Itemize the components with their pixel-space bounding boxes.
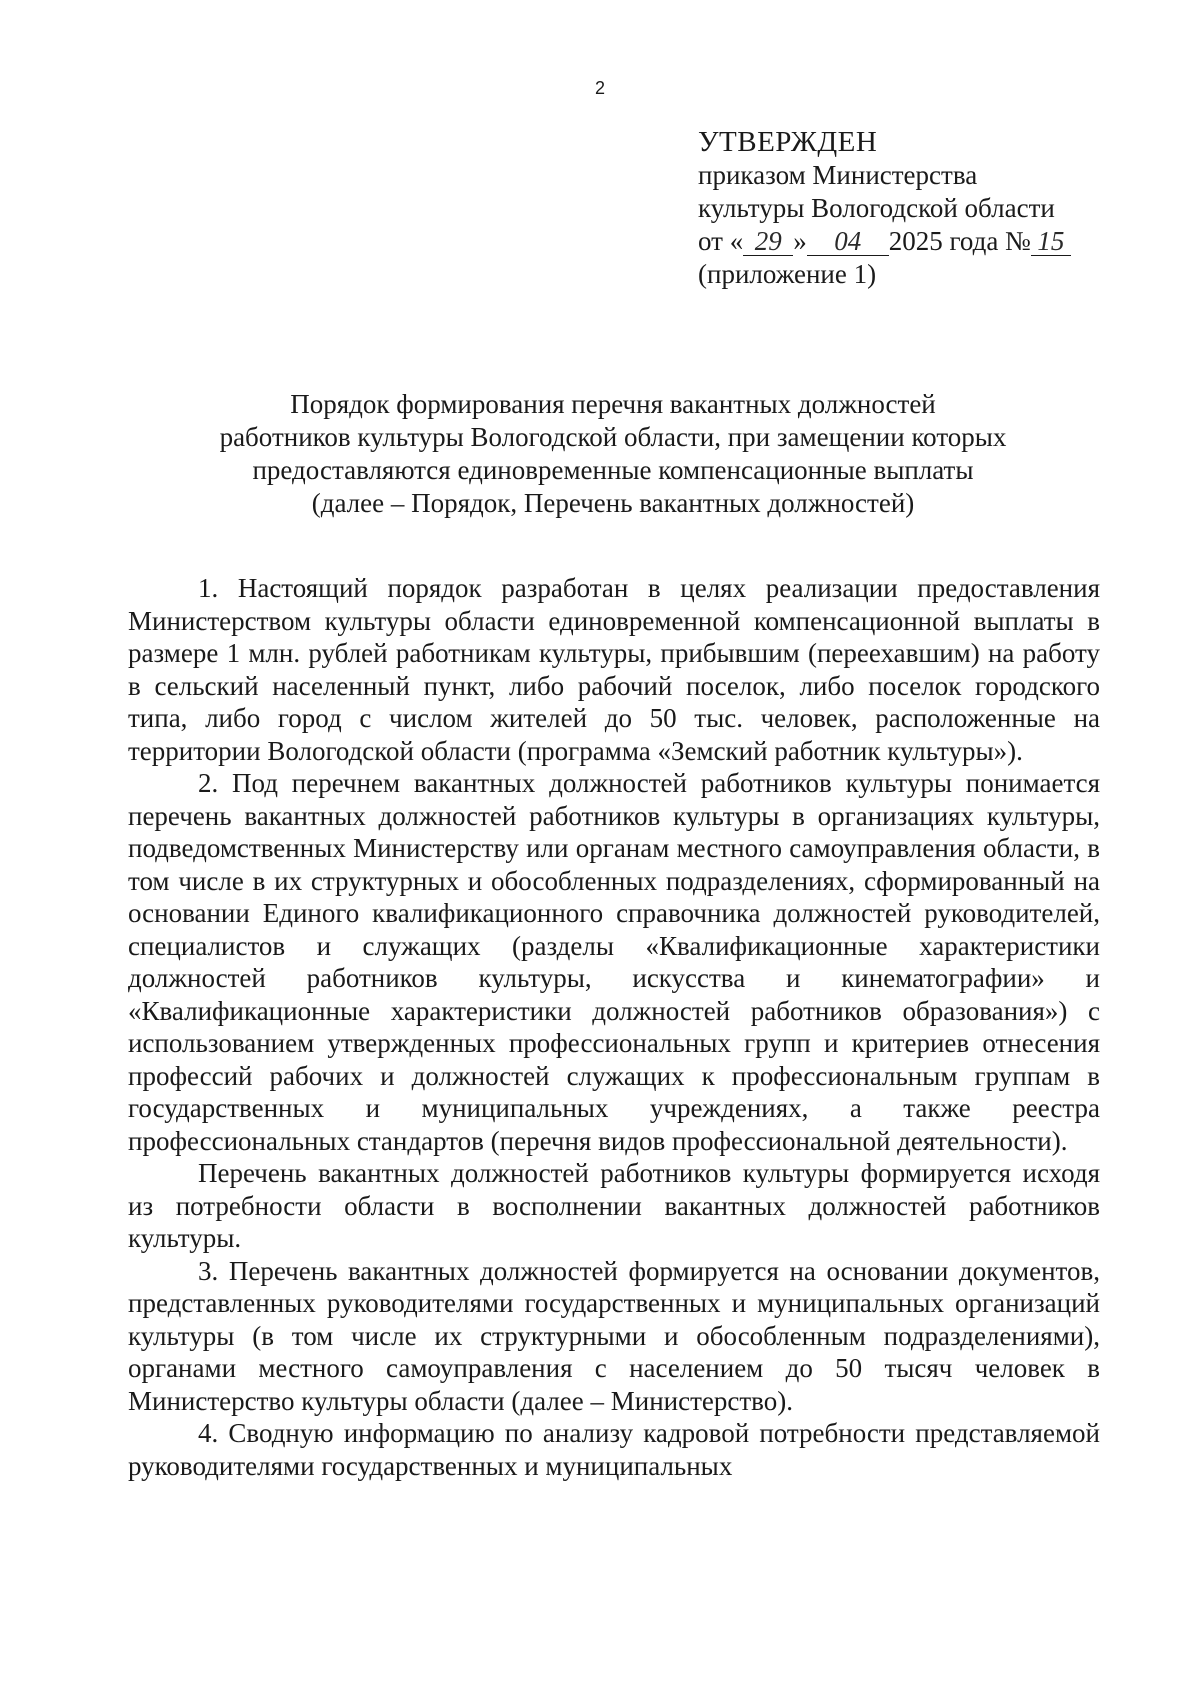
approval-line-2: культуры Вологодской области [698, 193, 1055, 223]
approval-date-line [698, 225, 1158, 258]
approval-block [698, 126, 1158, 291]
page-number: 2 [594, 78, 605, 98]
title-line-2: работников культуры Вологодской области, при замещении которых [219, 422, 1007, 452]
document-body [128, 572, 1100, 1482]
date-day-handwritten: 29 [743, 227, 793, 256]
date-prefix: от « [698, 226, 744, 256]
approval-stamp: УТВЕРЖДЕН [698, 126, 878, 158]
date-year-text: 2025 года № [888, 226, 1031, 256]
title-line-3: предоставляются единовременные компенсационные выплаты [252, 455, 974, 485]
title-line-1: Порядок формирования перечня вакантных должностей [290, 389, 936, 419]
approval-line-1: приказом Министерства [698, 160, 978, 190]
document-title [128, 388, 1098, 520]
paragraph-2: 2. Под перечнем вакантных должностей работников культуры понимается перечень вакантных должностей работников культуры в организациях культуры, подведомственных Министерству или органам местного самоуправления области, в том числе в их структурных и обособленных подразделениях, сформированный на основании Единого квалификационного справочника должностей руководителей, специалистов и служащих (разделы «Квалификационные характеристики должностей работников культуры, искусства и кинематографии» и «Квалификационные характеристики должностей работников образования») с использованием утвержденных профессиональных групп и критериев отнесения профессий рабочих и должностей служащих к профессиональным группам в государственных и муниципальных учреждениях, а также реестра профессиональных стандартов (перечня видов профессиональной деятельности). [128, 768, 1100, 1156]
date-mid: » [793, 226, 807, 256]
date-month-handwritten: 04 [807, 227, 889, 256]
paragraph-1: 1. Настоящий порядок разработан в целях реализации предоставления Министерством культуры области единовременной компенсационной выплаты в размере 1 млн. рублей работникам культуры, прибывшим (переехавшим) на работу в сельский населенный пункт, либо рабочий поселок, либо поселок городского типа, либо город с числом жителей до 50 тыс. человек, расположенные на территории Вологодской области (программа «Земский работник культуры»). [128, 573, 1100, 766]
paragraph-3: 3. Перечень вакантных должностей формируется на основании документов, представленных руководителями государственных и муниципальных организаций культуры (в том числе их структурными и обособленным подразделениями), органами местного самоуправления с населением до 50 тысяч человек в Министерство культуры области (далее – Министерство). [128, 1255, 1100, 1416]
paragraph-2-continued: Перечень вакантных должностей работников культуры формируется исходя из потребности области в восполнении вакантных должностей работников культуры. [128, 1158, 1100, 1253]
order-number-handwritten: 15 [1031, 227, 1071, 256]
paragraph-4: 4. Сводную информацию по анализу кадровой потребности представляемой руководителями государственных и муниципальных [128, 1418, 1100, 1481]
title-line-4: (далее – Порядок, Перечень вакантных должностей) [311, 488, 915, 518]
approval-appendix: (приложение 1) [698, 259, 877, 289]
